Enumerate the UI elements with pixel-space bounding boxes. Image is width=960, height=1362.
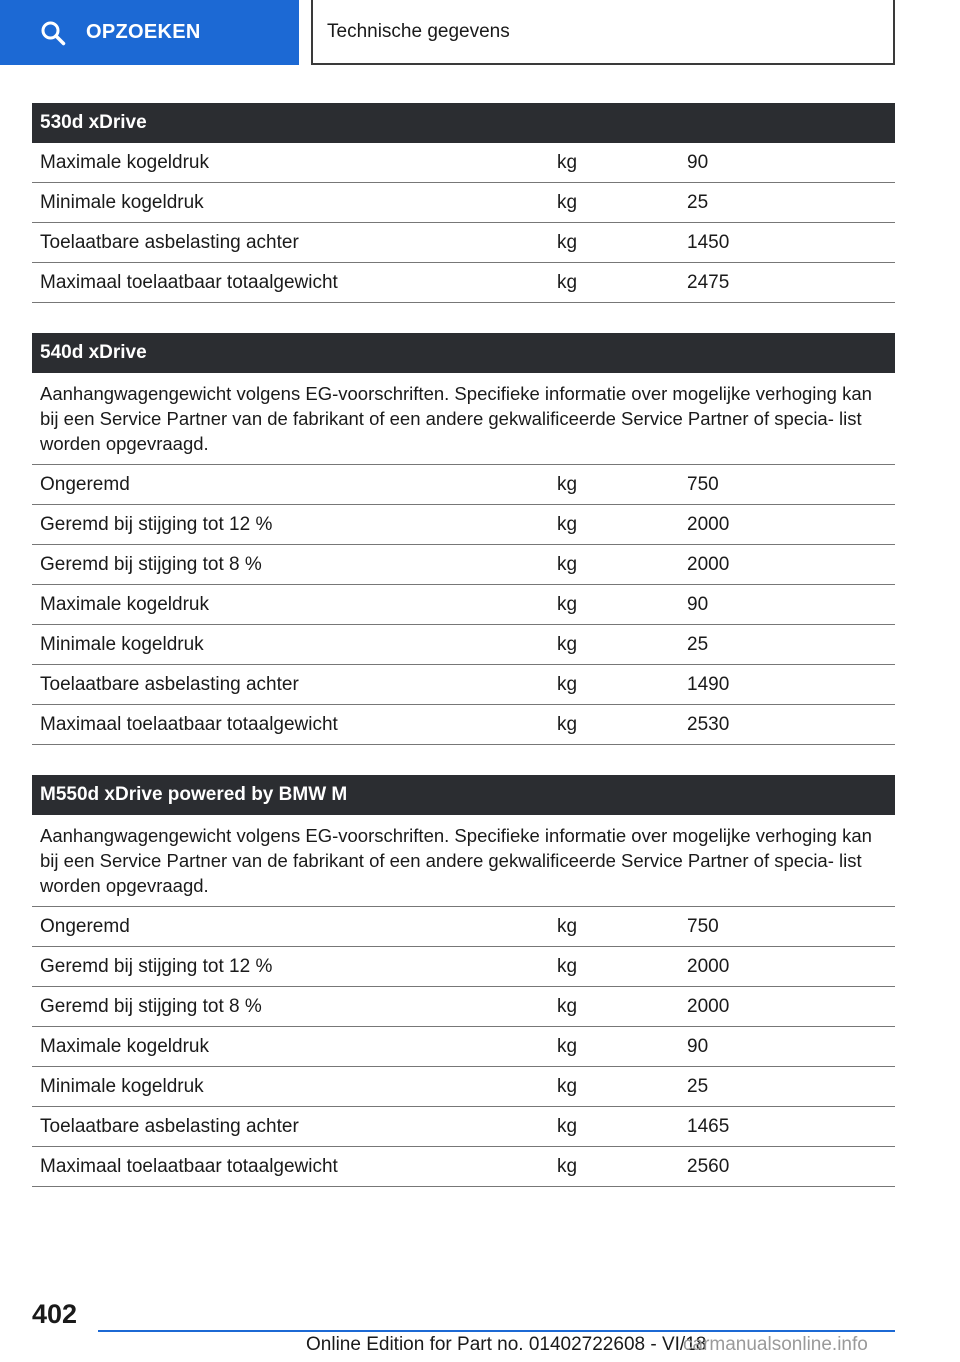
row-unit: kg xyxy=(557,152,578,173)
table-row xyxy=(32,1067,895,1107)
spec-tables xyxy=(32,103,895,1217)
table-row xyxy=(32,223,895,263)
search-icon xyxy=(40,20,66,46)
row-value: 750 xyxy=(687,916,719,937)
row-value: 2560 xyxy=(687,1156,730,1177)
row-value: 90 xyxy=(687,1036,709,1057)
section-m550d xyxy=(32,775,895,1187)
row-label: Maximale kogeldruk xyxy=(40,1036,209,1057)
row-value: 90 xyxy=(687,594,709,615)
footer-edition: Online Edition for Part no. 01402722608 - VI/18 xyxy=(306,1334,707,1355)
row-unit: kg xyxy=(557,714,578,735)
section-title: 530d xDrive xyxy=(32,103,895,143)
row-unit: kg xyxy=(557,514,578,535)
row-value: 2000 xyxy=(687,514,730,535)
row-label: Minimale kogeldruk xyxy=(40,1076,204,1097)
row-unit: kg xyxy=(557,1156,578,1177)
row-label: Geremd bij stijging tot 8 % xyxy=(40,554,262,575)
table-row xyxy=(32,505,895,545)
row-label: Maximale kogeldruk xyxy=(40,594,209,615)
row-label: Toelaatbare asbelasting achter xyxy=(40,674,299,695)
table-row xyxy=(32,143,895,183)
row-value: 2530 xyxy=(687,714,730,735)
table-row xyxy=(32,947,895,987)
table-row xyxy=(32,1107,895,1147)
section-description: Aanhangwagengewicht volgens EG-voorschriften. Specifieke informatie over mogelijke verhoging kan bij een Service Partner van de fabrikant of een andere gekwalificeerde Service Partner of specia- list worden opgevraagd. xyxy=(32,373,895,465)
row-unit: kg xyxy=(557,594,578,615)
row-value: 1465 xyxy=(687,1116,730,1137)
footer-watermark: carmanualsonline.info xyxy=(683,1334,868,1355)
row-unit: kg xyxy=(557,272,578,293)
row-label: Toelaatbare asbelasting achter xyxy=(40,1116,299,1137)
row-unit: kg xyxy=(557,1116,578,1137)
table-row xyxy=(32,263,895,303)
row-value: 90 xyxy=(687,152,709,173)
table-row xyxy=(32,585,895,625)
row-label: Maximaal toelaatbaar totaalgewicht xyxy=(40,1156,338,1177)
row-value: 25 xyxy=(687,192,709,213)
table-row xyxy=(32,465,895,505)
row-unit: kg xyxy=(557,674,578,695)
row-unit: kg xyxy=(557,634,578,655)
row-label: Geremd bij stijging tot 12 % xyxy=(40,514,273,535)
row-value: 25 xyxy=(687,634,709,655)
table-row xyxy=(32,1027,895,1067)
row-value: 25 xyxy=(687,1076,709,1097)
section-title: 540d xDrive xyxy=(32,333,895,373)
row-unit: kg xyxy=(557,1036,578,1057)
row-label: Ongeremd xyxy=(40,916,130,937)
row-unit: kg xyxy=(557,192,578,213)
row-label: Toelaatbare asbelasting achter xyxy=(40,232,299,253)
row-unit: kg xyxy=(557,554,578,575)
table-row xyxy=(32,545,895,585)
row-label: Minimale kogeldruk xyxy=(40,192,204,213)
row-label: Geremd bij stijging tot 8 % xyxy=(40,996,262,1017)
table-row xyxy=(32,665,895,705)
row-label: Minimale kogeldruk xyxy=(40,634,204,655)
row-unit: kg xyxy=(557,956,578,977)
row-label: Geremd bij stijging tot 12 % xyxy=(40,956,273,977)
row-value: 2000 xyxy=(687,996,730,1017)
row-value: 2475 xyxy=(687,272,730,293)
search-button[interactable] xyxy=(0,0,299,65)
section-description: Aanhangwagengewicht volgens EG-voorschriften. Specifieke informatie over mogelijke verhoging kan bij een Service Partner van de fabrikant of een andere gekwalificeerde Service Partner of specia- list worden opgevraagd. xyxy=(32,815,895,907)
row-unit: kg xyxy=(557,1076,578,1097)
table-row xyxy=(32,705,895,745)
table-row xyxy=(32,1147,895,1187)
section-title: M550d xDrive powered by BMW M xyxy=(32,775,895,815)
table-row xyxy=(32,183,895,223)
row-label: Maximaal toelaatbaar totaalgewicht xyxy=(40,272,338,293)
row-unit: kg xyxy=(557,474,578,495)
table-row xyxy=(32,625,895,665)
row-value: 2000 xyxy=(687,554,730,575)
footer-divider xyxy=(98,1330,895,1332)
search-button-label: OPZOEKEN xyxy=(86,21,201,43)
section-540d xyxy=(32,333,895,745)
row-value: 750 xyxy=(687,474,719,495)
page-number: 402 xyxy=(32,1299,78,1329)
row-unit: kg xyxy=(557,916,578,937)
row-label: Maximaal toelaatbaar totaalgewicht xyxy=(40,714,338,735)
table-row xyxy=(32,907,895,947)
table-row xyxy=(32,987,895,1027)
chapter-title-text: Technische gegevens xyxy=(327,20,510,42)
row-label: Ongeremd xyxy=(40,474,130,495)
chapter-title xyxy=(311,0,895,65)
row-value: 2000 xyxy=(687,956,730,977)
row-unit: kg xyxy=(557,996,578,1017)
row-label: Maximale kogeldruk xyxy=(40,152,209,173)
row-value: 1450 xyxy=(687,232,730,253)
row-value: 1490 xyxy=(687,674,730,695)
row-unit: kg xyxy=(557,232,578,253)
section-530d xyxy=(32,103,895,303)
